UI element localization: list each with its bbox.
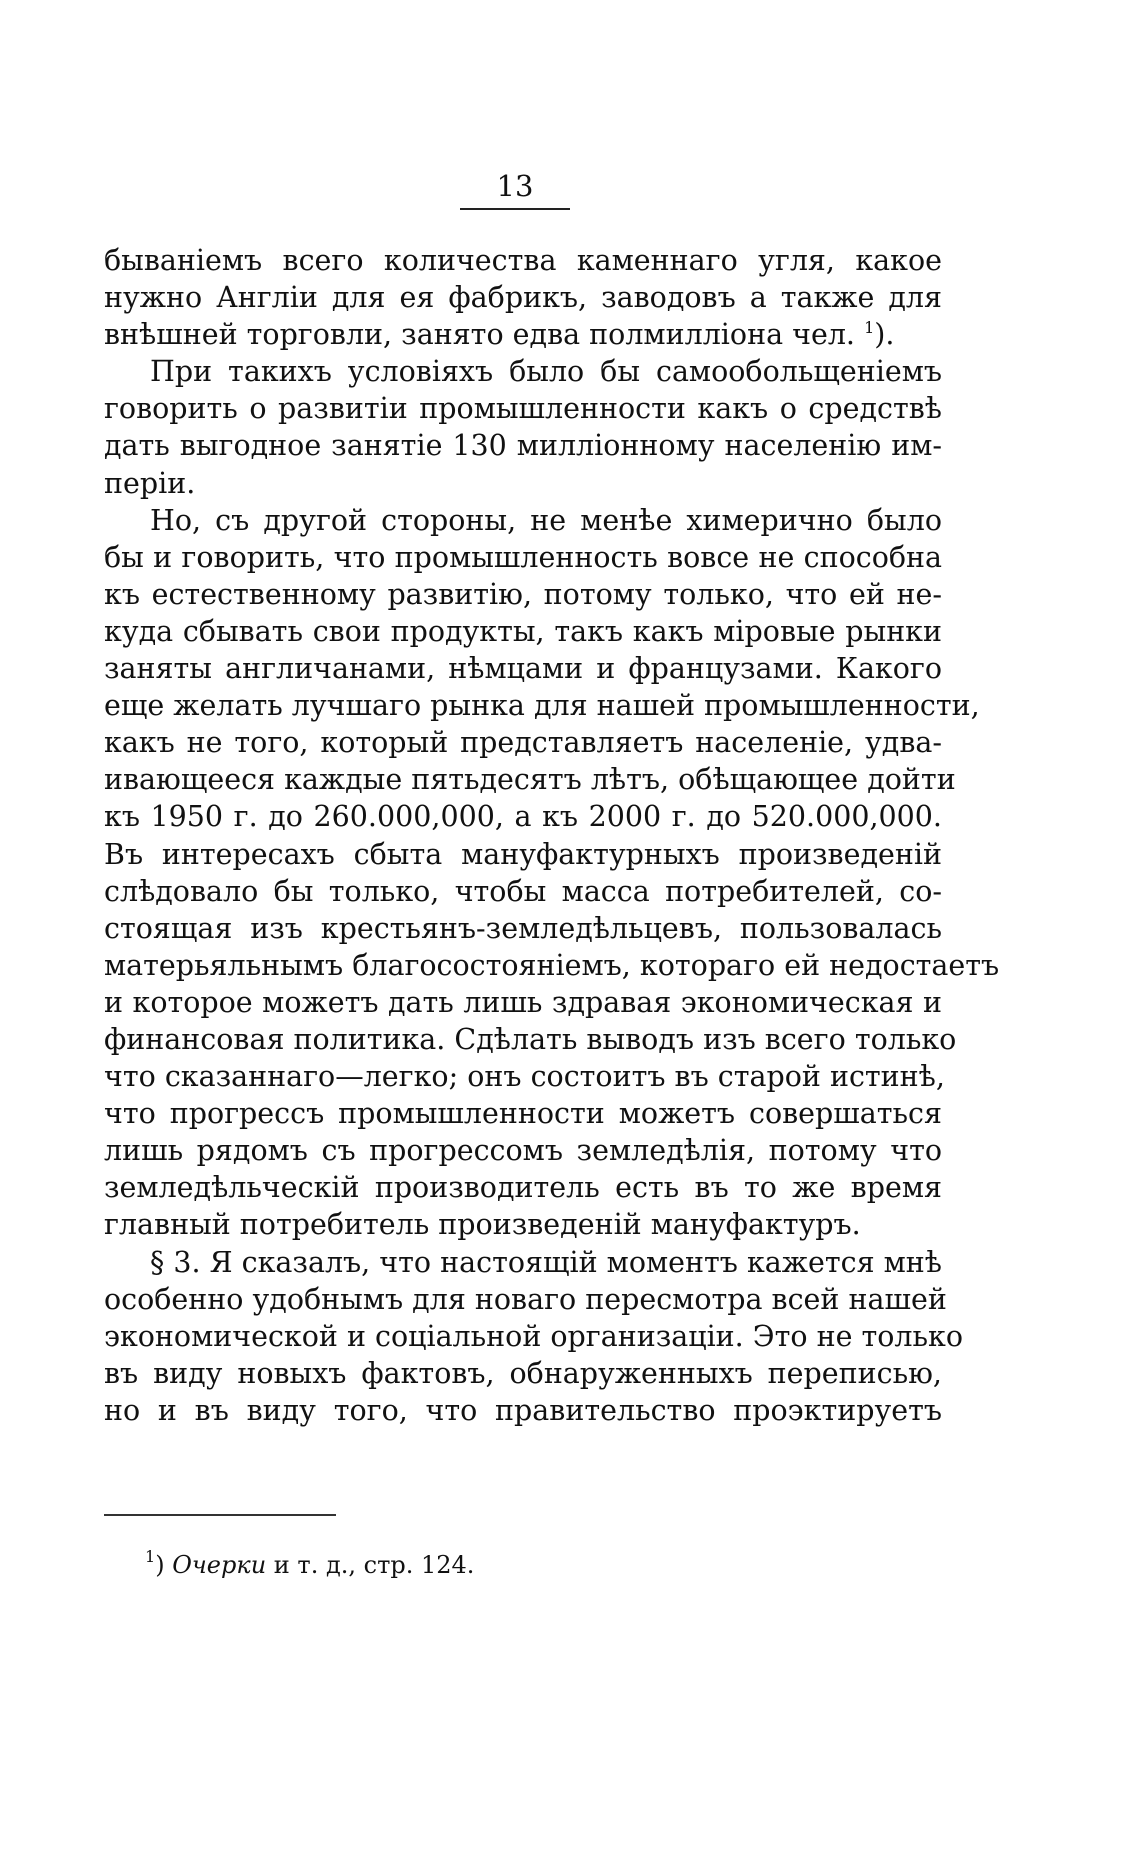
text-line: нужно Англiи для ея фабрикъ, заводовъ а также для bbox=[104, 281, 942, 315]
text-line: матерьяльнымъ благосостоянiемъ, котораго ей недостаетъ bbox=[104, 948, 1000, 982]
footnote-reference: 1 bbox=[864, 318, 875, 337]
text-line: Но, съ другой стороны, не менѣе химерично было bbox=[150, 503, 942, 537]
text-line: главный потребитель произведенiй мануфактуръ. bbox=[104, 1208, 861, 1242]
text-line: но и въ виду того, что правительство проэктируетъ bbox=[104, 1393, 942, 1427]
body-text bbox=[104, 242, 1000, 1429]
text-line: къ естественному развитiю, потому только, что ей не- bbox=[104, 577, 942, 611]
text-line: говорить о развитiи промышленности какъ о средствѣ bbox=[104, 392, 942, 426]
text-line: въ виду новыхъ фактовъ, обнаруженныхъ переписью, bbox=[104, 1356, 942, 1390]
text-line: земледѣльческiй производитель есть въ то же время bbox=[104, 1171, 942, 1205]
text-line: быванiемъ всего количества каменнаго угля, какое bbox=[104, 244, 942, 277]
footnote-title: Очерки bbox=[172, 1551, 267, 1579]
text-line: Въ интересахъ сбыта мануфактурныхъ произведенiй bbox=[104, 837, 942, 871]
footnote-marker: 1 bbox=[145, 1546, 156, 1566]
text-line: и которое можетъ дать лишь здравая экономическая и bbox=[104, 985, 942, 1019]
text-line: перiи. bbox=[104, 466, 196, 500]
text-line: какъ не того, который представляетъ населенiе, удва- bbox=[104, 726, 942, 760]
footnote: $^1$) Очерки и т. д., стр. 124. bbox=[145, 1546, 475, 1579]
text-line: къ 1950 г. до 260.000,000, а къ 2000 г. до 520.000,000. bbox=[104, 800, 942, 834]
text-line: ивающееся каждые пятьдесятъ лѣтъ, обѣщающее дойти bbox=[104, 763, 956, 797]
text-line: что прогрессъ промышленности можетъ совершаться bbox=[104, 1097, 942, 1131]
text-line: заняты англичанами, нѣмцами и французами. Какого bbox=[104, 652, 942, 686]
footnote-text: и т. д., стр. 124. bbox=[266, 1551, 475, 1579]
text-line: экономической и соцiальной организацiи. Это не только bbox=[104, 1319, 964, 1353]
text-line: лишь рядомъ съ прогрессомъ земледѣлiя, потому что bbox=[104, 1134, 942, 1168]
text-line: финансовая политика. Сдѣлать выводъ изъ всего только bbox=[104, 1022, 957, 1056]
text-line: особенно удобнымъ для новаго пересмотра всей нашей bbox=[104, 1282, 947, 1316]
text-line: куда сбывать свои продукты, такъ какъ мiровые рынки bbox=[104, 614, 942, 648]
text-line: бы и говорить, что промышленность вовсе не способна bbox=[104, 540, 942, 574]
footnote-rule bbox=[104, 1514, 336, 1516]
text-line: еще желать лучшаго рынка для нашей промышленности, bbox=[104, 689, 980, 723]
text-line: При такихъ условiяхъ было бы самообольщенiемъ bbox=[150, 355, 942, 389]
text-line: дать выгодное занятіе 130 милліонному населенiю им- bbox=[104, 429, 942, 463]
text-line: § 3. Я сказалъ, что настоящiй моментъ кажется мнѣ bbox=[150, 1245, 942, 1279]
text-line: что сказаннаго—легко; онъ состоитъ въ старой истинѣ, bbox=[104, 1060, 945, 1094]
page-number: 13 bbox=[496, 169, 534, 203]
text-line: слѣдовало бы только, чтобы масса потребителей, со- bbox=[104, 874, 942, 908]
header-rule bbox=[460, 208, 570, 210]
text-line: стоящая изъ крестьянъ-земледѣльцевъ, пользовалась bbox=[104, 911, 942, 945]
text-line: внѣшней торговли, занято едва полмилліона чел. $^1$). bbox=[104, 318, 895, 352]
